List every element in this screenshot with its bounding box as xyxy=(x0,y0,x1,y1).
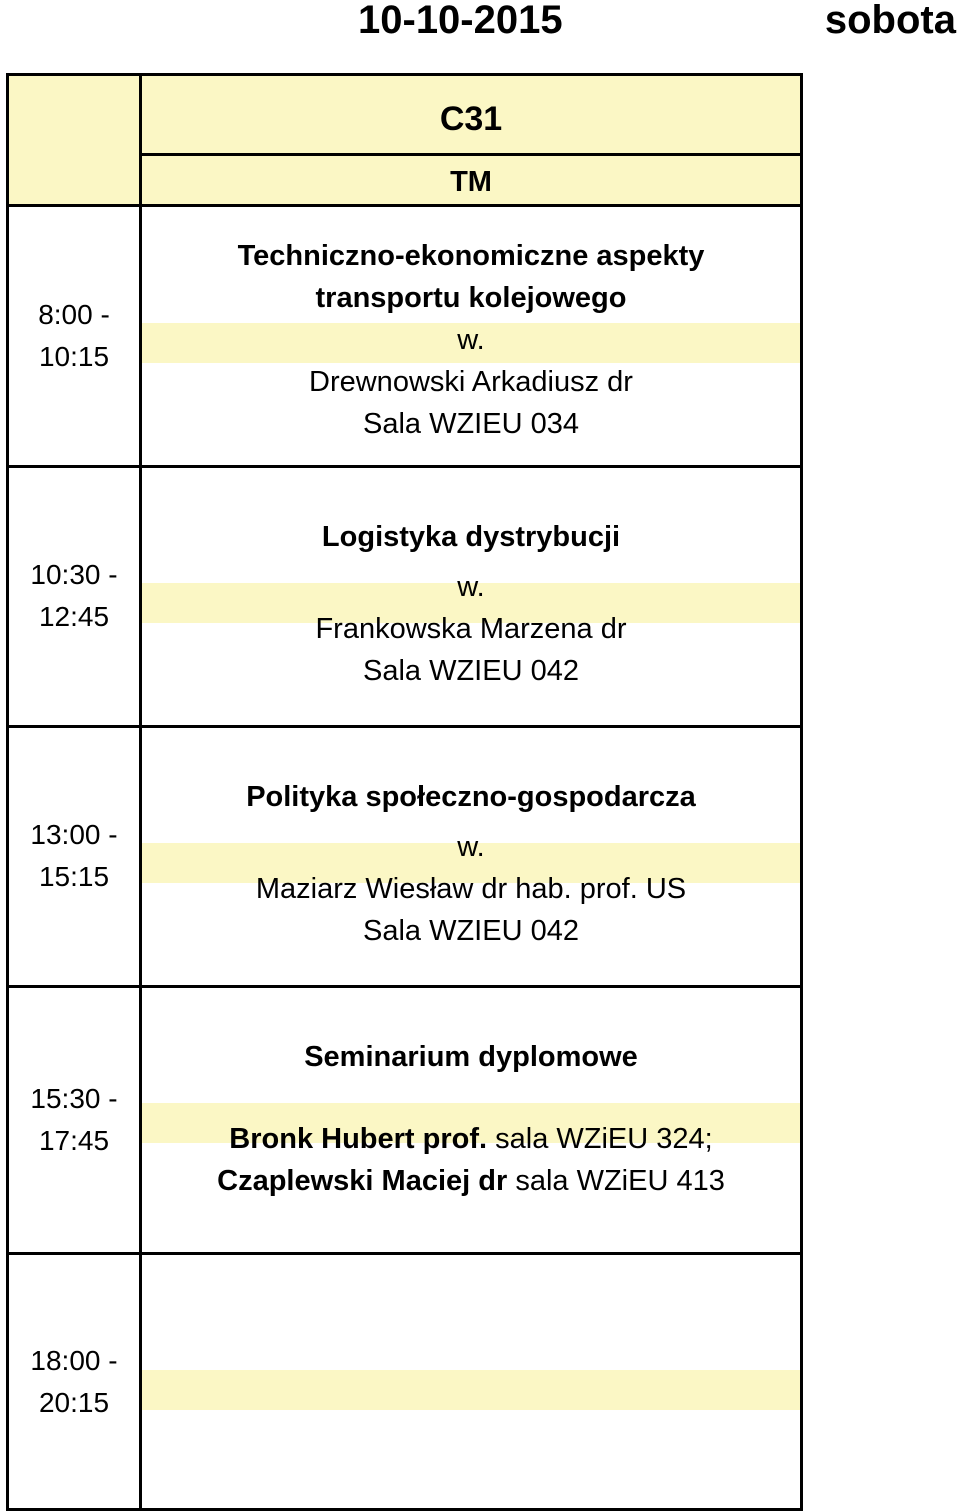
subject-name: Techniczno-ekonomiczne aspekty xyxy=(237,240,705,272)
highlight-stripe xyxy=(142,1370,800,1410)
room: sala WZiEU 413 xyxy=(507,1165,725,1197)
row-divider xyxy=(9,725,800,728)
schedule-day: sobota xyxy=(824,0,956,42)
group-name: C31 xyxy=(439,100,503,138)
teacher-name: Maziarz Wiesław dr hab. prof. US xyxy=(255,873,687,905)
time-end: 12:45 xyxy=(38,601,110,632)
supervisor-line xyxy=(142,1160,800,1202)
time-start: 18:00 - xyxy=(30,1345,118,1376)
subject-name: Logistyka dystrybucji xyxy=(321,521,621,553)
schedule-date: 10-10-2015 xyxy=(358,0,563,42)
row-divider xyxy=(9,204,800,207)
spacer xyxy=(142,1078,800,1118)
subject-name: transportu kolejowego xyxy=(315,282,627,314)
time-slot-1 xyxy=(9,294,139,378)
time-slot-3 xyxy=(9,814,139,898)
teacher-name: Bronk Hubert prof. xyxy=(229,1123,488,1155)
row-divider xyxy=(9,1252,800,1255)
class-cell-1 xyxy=(142,235,800,445)
class-type: w. xyxy=(457,571,485,603)
time-slot-2 xyxy=(9,554,139,638)
time-end: 10:15 xyxy=(38,341,110,372)
subject-name: Seminarium dyplomowe xyxy=(304,1041,638,1073)
time-start: 8:00 - xyxy=(38,299,110,330)
time-start: 13:00 - xyxy=(30,819,118,850)
time-slot-5 xyxy=(9,1340,139,1424)
schedule-grid xyxy=(6,73,803,1511)
teacher-name: Frankowska Marzena dr xyxy=(315,613,627,645)
class-cell-4 xyxy=(142,1036,800,1202)
class-type: w. xyxy=(457,831,485,863)
room: Sala WZIEU 042 xyxy=(363,655,579,687)
class-cell-2 xyxy=(142,516,800,692)
time-end: 15:15 xyxy=(38,861,110,892)
row-divider xyxy=(9,465,800,468)
teacher-name: Czaplewski Maciej dr xyxy=(217,1165,508,1197)
teacher-name: Drewnowski Arkadiusz dr xyxy=(309,366,633,398)
row-divider xyxy=(142,153,800,156)
time-start: 15:30 - xyxy=(30,1083,118,1114)
subject-name: Polityka społeczno-gospodarcza xyxy=(246,781,696,813)
room: Sala WZIEU 042 xyxy=(363,915,579,947)
room: Sala WZIEU 034 xyxy=(363,408,579,440)
group-specialty: TM xyxy=(450,166,492,198)
time-end: 17:45 xyxy=(38,1125,110,1156)
supervisor-line xyxy=(142,1118,800,1160)
class-cell-3 xyxy=(142,776,800,952)
room: sala WZiEU 324; xyxy=(487,1123,713,1155)
class-type: w. xyxy=(457,324,485,356)
time-start: 10:30 - xyxy=(30,559,118,590)
time-end: 20:15 xyxy=(38,1387,110,1418)
row-divider xyxy=(9,985,800,988)
time-slot-4 xyxy=(9,1078,139,1162)
